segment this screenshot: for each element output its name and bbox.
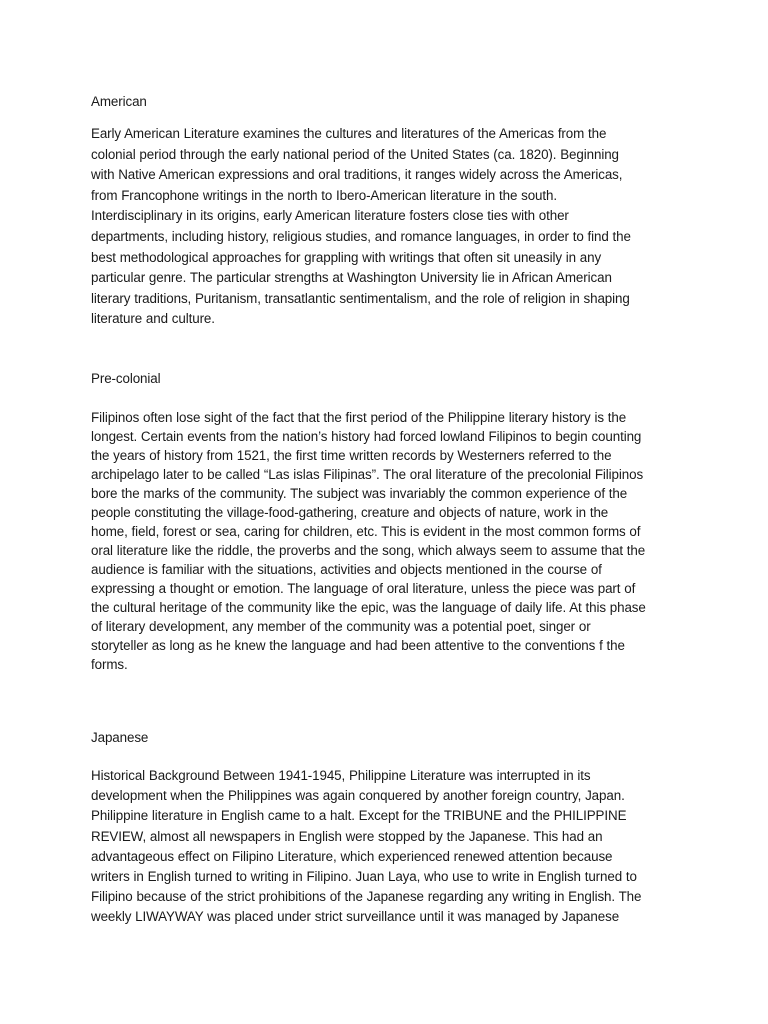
paragraph-line: longest. Certain events from the nation’s history had forced lowland Filipinos to begin counting xyxy=(91,429,642,444)
paragraph-line: best methodological approaches for grappling with writings that often sit uneasily in any xyxy=(91,249,602,265)
paragraph-line: literary traditions, Puritanism, transatlantic sentimentalism, and the role of religion in shaping xyxy=(91,290,630,306)
paragraph-line: development when the Philippines was again conquered by another foreign country, Japan. xyxy=(91,788,625,804)
paragraph-line: Interdisciplinary in its origins, early American literature fosters close ties with other xyxy=(91,208,569,224)
paragraph-line: REVIEW, almost all newspapers in English were stopped by the Japanese. This had an xyxy=(91,828,603,844)
paragraph-line: of literary development, any member of the community was a potential poet, singer or xyxy=(91,619,591,634)
paragraph-line: bore the marks of the community. The subject was invariably the common experience of the xyxy=(91,486,628,501)
paragraph-line: Filipinos often lose sight of the fact that the first period of the Philippine literary history is the xyxy=(91,410,627,425)
paragraph-line: people constituting the village-food-gathering, creature and objects of nature, work in the xyxy=(91,505,609,520)
section-heading-american: American xyxy=(91,94,147,109)
paragraph-line: particular genre. The particular strengths at Washington University lie in African American xyxy=(91,270,612,286)
paragraph-line: literature and culture. xyxy=(91,311,215,327)
paragraph-line: archipelago later to be called “Las islas Filipinas”. The oral literature of the precolonial Filipinos xyxy=(91,467,644,482)
paragraph-line: the cultural heritage of the community like the epic, was the language of daily life. At this phase xyxy=(91,600,646,615)
paragraph-line: advantageous effect on Filipino Literature, which experienced renewed attention because xyxy=(91,848,613,864)
paragraph-line: audience is familiar with the situations, activities and objects mentioned in the course of xyxy=(91,562,602,577)
paragraph-line: Historical Background Between 1941-1945, Philippine Literature was interrupted in its xyxy=(91,768,591,783)
paragraph-line: colonial period through the early national period of the United States (ca. 1820). Beginning xyxy=(91,146,619,162)
paragraph-line: expressing a thought or emotion. The language of oral literature, unless the piece was part of xyxy=(91,581,636,596)
paragraph-line: writers in English turned to writing in Filipino. Juan Laya, who use to write in English turned to xyxy=(91,869,637,885)
paragraph-line: with Native American expressions and oral traditions, it ranges widely across the Americas, xyxy=(91,167,623,183)
section-paragraph-pre-colonial xyxy=(91,408,646,674)
paragraph-line: weekly LIWAYWAY was placed under strict surveillance until it was managed by Japanese xyxy=(91,909,620,925)
paragraph-line: storyteller as long as he knew the language and had been attentive to the conventions f the xyxy=(91,638,625,653)
paragraph-line: Early American Literature examines the cultures and literatures of the Americas from the xyxy=(91,126,607,141)
section-paragraph-american xyxy=(91,124,631,330)
paragraph-line: oral literature like the riddle, the proverbs and the song, which always seem to assume that the xyxy=(91,543,646,558)
paragraph-line: home, field, forest or sea, caring for children, etc. This is evident in the most common forms of xyxy=(91,524,641,539)
paragraph-line: from Francophone writings in the north to Ibero-American literature in the south. xyxy=(91,187,557,203)
paragraph-line: departments, including history, religious studies, and romance languages, in order to find the xyxy=(91,228,631,244)
paragraph-line: forms. xyxy=(91,657,128,672)
section-heading-japanese: Japanese xyxy=(91,730,149,745)
paragraph-line: the years of history from 1521, the first time written records by Westerners referred to the xyxy=(91,448,612,463)
paragraph-line: Philippine literature in English came to a halt. Except for the TRIBUNE and the PHILIPPINE xyxy=(91,808,627,824)
paragraph-line: Filipino because of the strict prohibitions of the Japanese regarding any writing in English. The xyxy=(91,889,642,905)
section-paragraph-japanese xyxy=(91,766,641,928)
section-heading-pre-colonial: Pre-colonial xyxy=(91,371,161,386)
